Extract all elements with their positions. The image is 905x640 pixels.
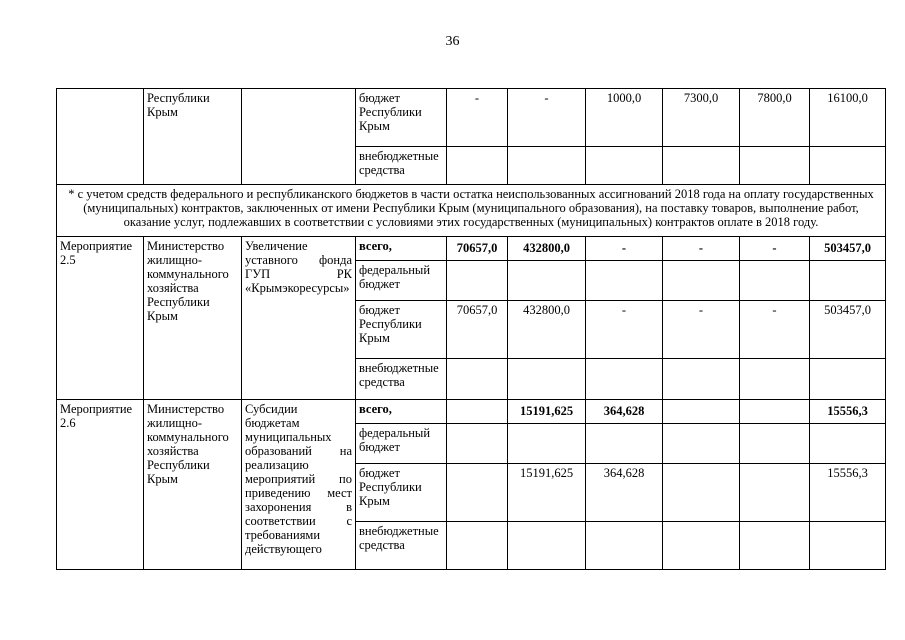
value-cell bbox=[663, 261, 740, 301]
table-row bbox=[57, 89, 886, 147]
source-cell: внебюджетные средства bbox=[356, 359, 447, 400]
value-cell: - bbox=[586, 301, 663, 359]
description-cell: Субсидии бюджетам муниципальных образований на реализацию мероприятий по приведению мест захоронения в соответствии с требованиями действующего bbox=[242, 400, 356, 570]
value-cell: 503457,0 bbox=[810, 237, 886, 261]
value-cell bbox=[740, 400, 810, 424]
value-cell bbox=[447, 424, 508, 464]
page-number: 36 bbox=[445, 34, 460, 49]
value-cell: 15191,625 bbox=[508, 464, 586, 522]
value-cell: 432800,0 bbox=[508, 301, 586, 359]
value-cell bbox=[663, 424, 740, 464]
source-cell: внебюджетные средства bbox=[356, 147, 447, 185]
footnote-row bbox=[57, 185, 886, 237]
value-cell bbox=[810, 424, 886, 464]
value-cell: - bbox=[740, 237, 810, 261]
value-cell bbox=[810, 522, 886, 570]
value-cell bbox=[447, 261, 508, 301]
value-cell bbox=[740, 261, 810, 301]
value-cell: 364,628 bbox=[586, 464, 663, 522]
table-row bbox=[57, 237, 886, 261]
value-cell bbox=[586, 261, 663, 301]
value-cell bbox=[586, 522, 663, 570]
value-cell bbox=[586, 359, 663, 400]
value-cell bbox=[508, 261, 586, 301]
value-cell bbox=[740, 359, 810, 400]
value-cell bbox=[447, 522, 508, 570]
value-cell bbox=[740, 522, 810, 570]
value-cell: 364,628 bbox=[586, 400, 663, 424]
table-row bbox=[57, 400, 886, 424]
description-cell bbox=[242, 89, 356, 185]
value-cell bbox=[740, 464, 810, 522]
source-cell: бюджет Республики Крым bbox=[356, 89, 447, 147]
value-cell bbox=[810, 359, 886, 400]
source-cell: внебюджетные средства bbox=[356, 522, 447, 570]
executor-cell: Министерство жилищно-коммунального хозяйства Республики Крым bbox=[144, 400, 242, 570]
value-cell: 7300,0 bbox=[663, 89, 740, 147]
value-cell: 16100,0 bbox=[810, 89, 886, 147]
measure-name: Мероприятие 2.6 bbox=[57, 400, 144, 570]
measure-cell bbox=[57, 89, 144, 185]
value-cell: 70657,0 bbox=[447, 301, 508, 359]
value-cell: 15556,3 bbox=[810, 400, 886, 424]
value-cell: - bbox=[586, 237, 663, 261]
value-cell bbox=[508, 359, 586, 400]
value-cell: - bbox=[508, 89, 586, 147]
source-cell: всего, bbox=[356, 237, 447, 261]
executor-cell: Республики Крым bbox=[144, 89, 242, 185]
source-cell: бюджет Республики Крым bbox=[356, 301, 447, 359]
value-cell: 7800,0 bbox=[740, 89, 810, 147]
budget-table bbox=[56, 88, 886, 570]
source-cell: федеральный бюджет bbox=[356, 261, 447, 301]
value-cell bbox=[586, 424, 663, 464]
value-cell bbox=[447, 359, 508, 400]
value-cell bbox=[740, 424, 810, 464]
value-cell: 503457,0 bbox=[810, 301, 886, 359]
value-cell bbox=[810, 261, 886, 301]
value-cell bbox=[447, 400, 508, 424]
value-cell: 1000,0 bbox=[586, 89, 663, 147]
value-cell: - bbox=[740, 301, 810, 359]
description-cell: Увеличение уставного фонда ГУП РК «Крымэкоресурсы» bbox=[242, 237, 356, 400]
value-cell: - bbox=[447, 89, 508, 147]
value-cell bbox=[447, 147, 508, 185]
value-cell bbox=[810, 147, 886, 185]
source-cell: всего, bbox=[356, 400, 447, 424]
value-cell bbox=[663, 359, 740, 400]
value-cell: - bbox=[663, 301, 740, 359]
measure-name: Мероприятие 2.5 bbox=[57, 237, 144, 400]
value-cell bbox=[508, 522, 586, 570]
value-cell: 70657,0 bbox=[447, 237, 508, 261]
value-cell bbox=[508, 424, 586, 464]
executor-cell: Министерство жилищно-коммунального хозяйства Республики Крым bbox=[144, 237, 242, 400]
value-cell bbox=[740, 147, 810, 185]
value-cell bbox=[586, 147, 663, 185]
source-cell: федеральный бюджет bbox=[356, 424, 447, 464]
value-cell bbox=[508, 147, 586, 185]
value-cell: 15556,3 bbox=[810, 464, 886, 522]
footnote: * с учетом средств федерального и республиканского бюджетов в части остатка неиспользованных ассигнований 2018 года на оплату государственных (муниципальных) контрактов, заключенных от имени Республики Крым (муниципального образования), на поставку товаров, выполнение работ, оказание услуг, подлежавших в соответствии с условиями этих государственных (муниципальных) контрактов оплате в 2018 году. bbox=[57, 185, 886, 237]
value-cell: 15191,625 bbox=[508, 400, 586, 424]
value-cell bbox=[663, 147, 740, 185]
value-cell bbox=[447, 464, 508, 522]
value-cell: 432800,0 bbox=[508, 237, 586, 261]
value-cell bbox=[663, 464, 740, 522]
value-cell: - bbox=[663, 237, 740, 261]
value-cell bbox=[663, 522, 740, 570]
source-cell: бюджет Республики Крым bbox=[356, 464, 447, 522]
value-cell bbox=[663, 400, 740, 424]
